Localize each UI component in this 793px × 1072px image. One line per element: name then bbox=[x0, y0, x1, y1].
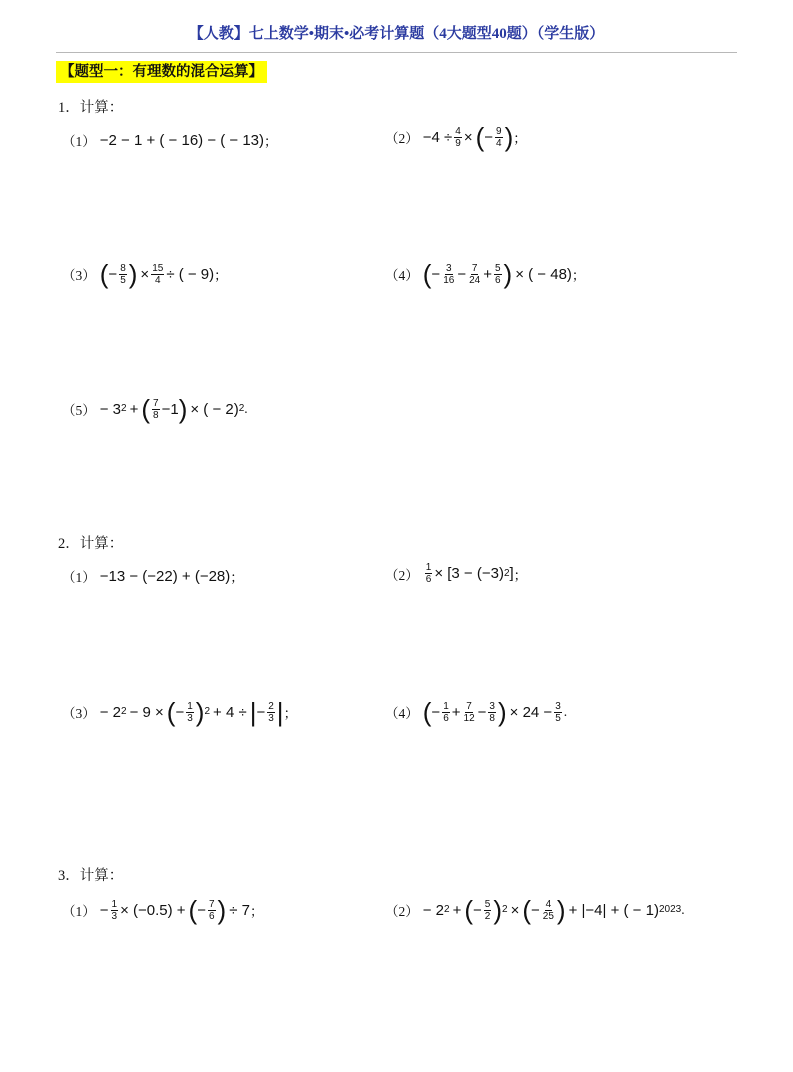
part-label: （1） bbox=[62, 904, 96, 919]
fraction: $\frac{7}{12}$ bbox=[463, 700, 475, 724]
expr-text: + |−4| + ( − 1) bbox=[568, 901, 659, 919]
expression: ( − $\frac{8}{5}$ ) × $\frac{15}{4}$ ÷ ( − 9) bbox=[99, 259, 215, 289]
expression: − 2 2 + ( − $\frac{5}{2}$ ) 2 × ( − $\frac{4}{25}$ ) + |−4| + ( − 1) 2023 bbox=[422, 895, 682, 925]
expression: −4 ÷ $\frac{4}{9}$ × ( − $\frac{9}{4}$ ) bbox=[422, 122, 514, 152]
section-heading: 【题型一：有理数的混合运算】 bbox=[56, 61, 267, 83]
q1-part-5 bbox=[62, 394, 248, 424]
fraction: $\frac{1}{3}$ bbox=[187, 700, 193, 724]
q2-part-2 bbox=[385, 562, 527, 585]
part-label: （4） bbox=[385, 268, 419, 283]
part-label: （2） bbox=[385, 131, 419, 146]
fraction: $\frac{8}{5}$ bbox=[120, 262, 126, 286]
document-title: 【人教】七上数学•期末•必考计算题（4大题型40题）（学生版） bbox=[188, 26, 605, 42]
expr-text: × ( − 48) bbox=[515, 265, 572, 283]
expr-text: × ( − 2) bbox=[190, 400, 239, 418]
fraction: $\frac{1}{6}$ bbox=[425, 562, 432, 585]
part-label: （1） bbox=[62, 134, 96, 149]
expr-text: −4 ÷ bbox=[422, 128, 453, 146]
fraction: $\frac{4}{25}$ bbox=[542, 898, 554, 922]
expr-text: − 2 bbox=[422, 901, 445, 919]
punctuation: . bbox=[681, 902, 685, 917]
part-label: （5） bbox=[62, 403, 96, 418]
fraction: $\frac{3}{8}$ bbox=[489, 700, 495, 724]
q1-part-3 bbox=[62, 259, 228, 289]
fraction: $\frac{1}{3}$ bbox=[111, 898, 118, 922]
fraction: $\frac{1}{6}$ bbox=[443, 700, 449, 724]
question-3-heading: 3．计算： bbox=[58, 868, 124, 884]
q2-part-3 bbox=[62, 697, 298, 727]
expr-text: × (−0.5) + bbox=[120, 901, 186, 919]
question-2-heading: 2．计算： bbox=[58, 536, 124, 552]
punctuation: ； bbox=[214, 268, 228, 283]
fraction: $\frac{7}{6}$ bbox=[208, 898, 215, 922]
header-divider bbox=[56, 52, 737, 53]
q1-part-2 bbox=[385, 122, 527, 152]
fraction: $\frac{3}{5}$ bbox=[555, 700, 561, 724]
question-1-heading: 1．计算： bbox=[58, 100, 124, 116]
expr-text: ] bbox=[509, 565, 514, 582]
punctuation: . bbox=[563, 704, 568, 719]
q1-part-4 bbox=[385, 259, 586, 289]
punctuation: ； bbox=[249, 904, 264, 919]
expr-text: × bbox=[463, 128, 473, 146]
fraction: $\frac{5}{2}$ bbox=[484, 898, 491, 922]
expression: ( − $\frac{1}{6}$ + $\frac{7}{12}$ − $\frac{3}{8}$ ) × 24 − $\frac{3}{5}$ bbox=[422, 697, 561, 727]
part-label: （4） bbox=[385, 706, 419, 721]
fraction: $\frac{7}{24}$ bbox=[469, 262, 481, 286]
expr-text: − 2 bbox=[99, 703, 122, 721]
expression: −2 − 1 + ( − 16) − ( − 13) bbox=[99, 131, 265, 149]
expression: − 3 2 + ( $\frac{7}{8}$ −1 ) × ( − 2) 2 bbox=[99, 394, 245, 424]
punctuation: ； bbox=[571, 268, 586, 283]
punctuation: ； bbox=[513, 567, 528, 583]
q2-part-1 bbox=[62, 566, 244, 586]
fraction: $\frac{15}{4}$ bbox=[152, 262, 164, 286]
punctuation: ； bbox=[230, 570, 244, 585]
part-label: （2） bbox=[385, 567, 419, 583]
fraction: $\frac{9}{4}$ bbox=[496, 125, 502, 149]
part-label: （2） bbox=[385, 904, 419, 919]
punctuation: ； bbox=[513, 131, 527, 146]
expr-text: − 3 bbox=[99, 400, 122, 418]
punctuation: ； bbox=[264, 134, 278, 149]
expr-text: × 24 − bbox=[509, 703, 553, 721]
expr-text: ÷ ( − 9) bbox=[166, 265, 215, 283]
fraction: $\frac{3}{16}$ bbox=[443, 262, 455, 286]
punctuation: . bbox=[244, 401, 248, 416]
expression: − $\frac{1}{3}$ × (−0.5) + ( − $\frac{7}{6}$ ) ÷ 7 bbox=[99, 895, 250, 925]
expr-text: − 9 × bbox=[129, 703, 164, 721]
expression: − 2 2 − 9 × ( − $\frac{1}{3}$ ) 2 + 4 ÷ | − $\frac{2}{3}$ | bbox=[99, 697, 284, 727]
expr-text: ÷ 7 bbox=[229, 901, 250, 919]
fraction: $\frac{4}{9}$ bbox=[455, 125, 461, 149]
q3-part-1 bbox=[62, 895, 264, 925]
expression: $\frac{1}{6}$ × [3 − (−3) 2 ] bbox=[425, 562, 514, 585]
expression: −13 − (−22) + (−28) bbox=[99, 567, 231, 585]
q2-part-4 bbox=[385, 697, 568, 727]
fraction: $\frac{7}{8}$ bbox=[153, 397, 159, 421]
part-label: （3） bbox=[62, 706, 96, 721]
expr-text: × [3 − (−3) bbox=[434, 565, 504, 582]
q1-part-1 bbox=[62, 130, 278, 150]
q3-part-2 bbox=[385, 895, 685, 925]
part-label: （1） bbox=[62, 570, 96, 585]
fraction: $\frac{2}{3}$ bbox=[268, 700, 274, 724]
punctuation: ； bbox=[283, 706, 298, 721]
expression: ( − $\frac{3}{16}$ − $\frac{7}{24}$ + $\frac{5}{6}$ ) × ( − 48) bbox=[422, 259, 572, 289]
part-label: （3） bbox=[62, 268, 96, 283]
expr-text: + 4 ÷ bbox=[213, 703, 247, 721]
fraction: $\frac{5}{6}$ bbox=[494, 262, 501, 286]
